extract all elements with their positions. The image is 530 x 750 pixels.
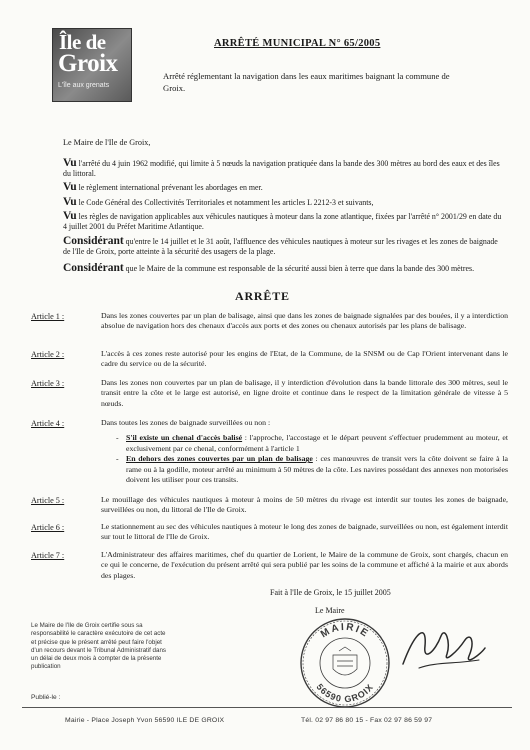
article-2-label: Article 2 : (31, 350, 65, 359)
preamble-item (63, 182, 503, 193)
decision-heading: ARRÊTE (235, 289, 290, 303)
logo-line-1: Île de (59, 30, 106, 54)
preamble-lead: Considérant (63, 235, 124, 247)
preamble-item (63, 158, 503, 180)
article-4-intro: Dans toutes les zones de baignade surveillées ou non : (101, 418, 271, 427)
article-1-text: Dans les zones couvertes par un plan de balisage, ainsi que dans les zones de baignade signalées par des bouées, il y a interdiction absolue de navigation hors des chenaux d'accès aux ports et des zones ou chenaux autorisés par les plans de balisage. (101, 311, 508, 331)
mairie-stamp (299, 617, 391, 709)
bullet-lead: En dehors des zones couvertes par un plan de balisage (126, 454, 313, 464)
preamble-lead: Vu (63, 157, 77, 169)
article-6-text: Le stationnement au sec des véhicules nautiques à moteur le long des zones de baignade, surveillées ou non, est également interdit sur tout le littoral de l'Ile de Groix. (101, 522, 508, 542)
article-5-text: Le mouillage des véhicules nautiques à moteur à moins de 50 mètres du rivage est interdit sur toutes les zones de baignade, surveillées ou non, du littoral de l'Ile de Groix. (101, 495, 508, 515)
certification-note: Le Maire de l'Ile de Groix certifie sous sa responsabilité le caractère exécutoire de cet acte et précise que le présent arrêté peut faire l'objet d'un recours devant le Tribunal Administratif dans un délai de deux mois à compter de la présente publication (31, 622, 166, 671)
footer-phones: Tél. 02 97 86 80 15 - Fax 02 97 86 59 97 (301, 717, 433, 724)
stamp-bottom-text: 56590 GROIX (314, 681, 376, 705)
preamble-text: le règlement international prévenant les abordages en mer. (76, 183, 263, 192)
preamble-text: les règles de navigation applicables aux véhicules nautiques à moteur dans la zone atlantique, fixées par l'arrêté n° 2001/29 en date du 4 juillet 2001 du Préfet Maritime Atlantique. (63, 212, 502, 232)
preamble-item (63, 197, 503, 208)
preamble-item (63, 236, 503, 258)
article-3-text: Dans les zones non couvertes par un plan de balisage, il y interdiction d'évolution dans la bande littorale des 300 mètres, seul le transit entre la côte et le large est autorisé, en ligne droite et continue dans le respect de la limitation générale de vitesse à 5 nœuds. (101, 378, 508, 408)
svg-text:MAIRIE (319, 622, 371, 641)
preamble-item (63, 211, 503, 233)
preamble-lead: Vu (63, 210, 77, 222)
stamp-crest-icon (333, 647, 357, 675)
logo-tagline: L'île aux grenats (58, 82, 110, 89)
preamble-text: que le Maire de la commune est responsable de la sécurité aussi bien à terre que dans la bande des 300 mètres. (123, 264, 475, 273)
footer (65, 716, 433, 725)
municipal-logo (52, 28, 132, 102)
article-7-text: L'Administrateur des affaires maritimes, chef du quartier de Lorient, le Maire de la commune de Groix, sont chargés, chacun en ce qui le concerne, de l'exécution du présent arrêté qui sera publié par les soins de la commune et affiché à la mairie et aux abords des plages. (101, 550, 508, 580)
signer-title: Le Maire (315, 606, 345, 615)
preamble-lead: Vu (63, 181, 77, 193)
document-title: ARRÊTÉ MUNICIPAL N° 65/2005 (214, 38, 381, 49)
salutation: Le Maire de l'Ile de Groix, (63, 138, 151, 147)
article-7-label: Article 7 : (31, 551, 65, 560)
article-4-label: Article 4 : (31, 419, 65, 428)
bullet-lead: S'il existe un chenal d'accès balisé (126, 433, 243, 443)
logo-line-2: Groix (58, 50, 118, 77)
footer-divider (22, 707, 512, 708)
preamble-text: qu'entre le 14 juillet et le 31 août, l'affluence des véhicules nautiques à moteur sur les rivages et les zones de baignade de l'Ile de Groix, porte atteinte à la sécurité des usagers de la plage. (63, 237, 498, 257)
article-2-text: L'accès à ces zones reste autorisé pour les engins de l'Etat, de la Commune, de la SNSM ou de Cap l'Orient intervenant dans le cadre du service ou de la sécurité. (101, 349, 508, 369)
article-1-label: Article 1 : (31, 312, 65, 321)
preamble-lead: Considérant (63, 262, 124, 274)
mayor-signature (395, 612, 490, 682)
bullet-text: : l'approche, l'accostage et le départ peuvent s'effectuer prudemment au moteur, et exclusivement par ce chenal, conformément à l'article 1 (126, 433, 508, 453)
preamble-text: l'arrêté du 4 juin 1962 modifié, qui limite à 5 nœuds la navigation pratiquée dans la bande des 300 mètres au bord des eaux et des îles du littoral. (63, 159, 500, 179)
article-6-label: Article 6 : (31, 523, 65, 532)
document-subtitle: Arrêté réglementant la navigation dans les eaux maritimes baignant la commune de Groix. (163, 71, 450, 93)
place-date: Fait à l'Ile de Groix, le 15 juillet 2005 (270, 588, 391, 597)
stamp-top-text: MAIRIE (318, 621, 372, 641)
published-date: Publié-le : (31, 694, 61, 701)
preamble-item (63, 263, 503, 274)
article-3-label: Article 3 : (31, 379, 65, 388)
bullet-text: : ces manœuvres de transit vers la côte doivent se faire à la rame ou à la godille, moteur arrêté au minimum à 50 mètres de la côte. Les navires possédant des annexes non motorisées doivent les utiliser pour ces transits. (126, 454, 508, 485)
preamble-lead: Vu (63, 196, 77, 208)
article-4-bullet (116, 433, 508, 454)
article-5-label: Article 5 : (31, 496, 65, 505)
preamble-text: le Code Général des Collectivités Territoriales et notamment les articles L 2212-3 et suivants, (76, 198, 374, 207)
article-4-text (101, 418, 508, 485)
article-4-bullet (116, 454, 508, 485)
footer-address: Mairie - Place Joseph Yvon 56590 ILE DE GROIX (65, 717, 225, 724)
